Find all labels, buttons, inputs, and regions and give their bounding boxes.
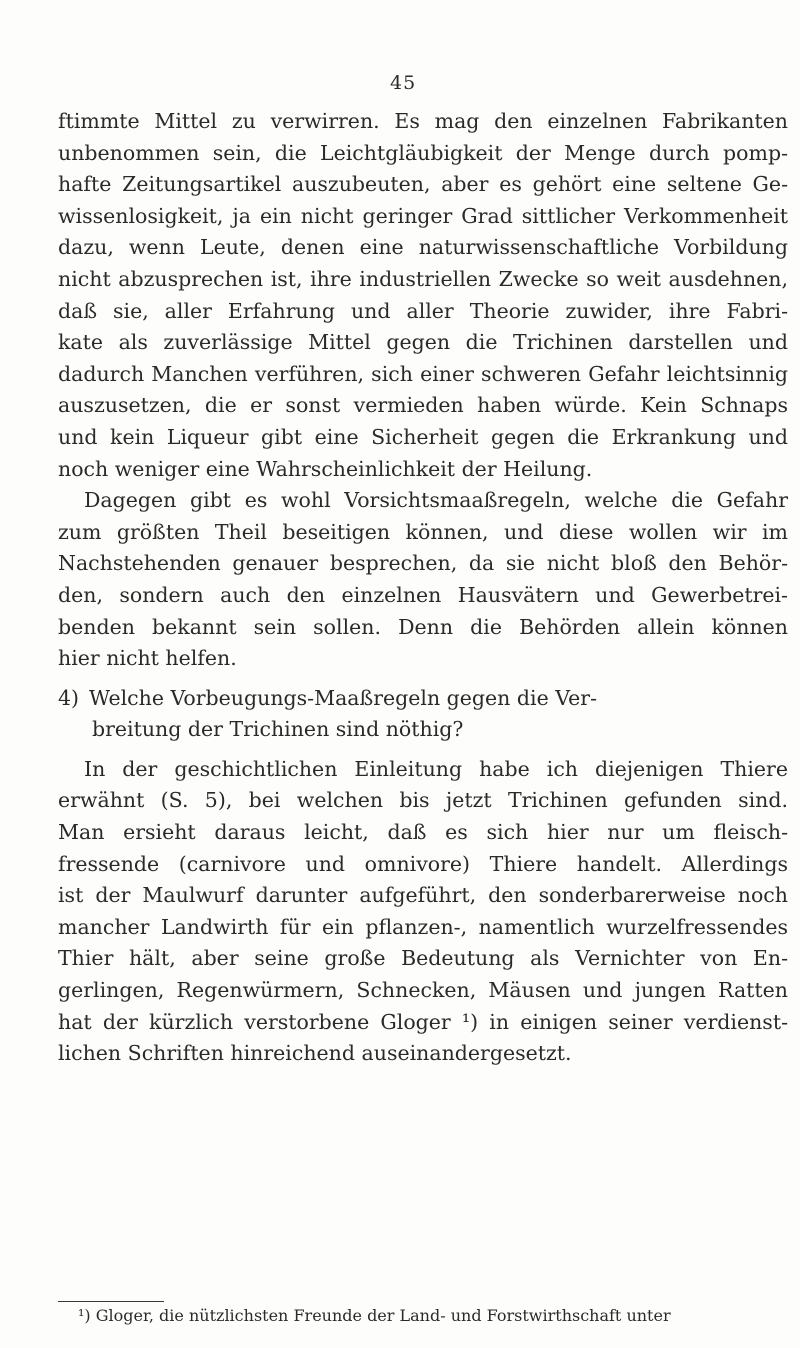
paragraph-3 <box>58 754 788 1070</box>
text-line: gerlingen, Regenwürmern, Schnecken, Mäusen und jungen Ratten <box>58 978 788 1003</box>
text-line: hier nicht helfen. <box>58 646 237 671</box>
text-line: und kein Liqueur gibt eine Sicherheit gegen die Erkrankung und <box>58 424 788 449</box>
heading-number: 4) <box>58 685 80 710</box>
text-line: wissenlosigkeit, ja ein nicht geringer Grad sittlicher Verkommenheit <box>58 203 788 228</box>
text-line: unbenommen sein, die Leichtgläubigkeit der Menge durch pomp- <box>58 140 788 165</box>
footnote-text: Gloger, die nützlichsten Freunde der Land- und Forstwirthschaft unter <box>95 1306 671 1325</box>
text-line: Man ersieht daraus leicht, daß es sich hier nur um fleisch- <box>58 820 788 845</box>
text-line: lichen Schriften hinreichend auseinandergesetzt. <box>58 1041 572 1066</box>
text-line: kate als zuverlässige Mittel gegen die Trichinen darstellen und <box>58 330 788 355</box>
heading-line-1 <box>58 683 788 715</box>
footnote-marker: ¹) <box>78 1306 91 1325</box>
footnote-divider <box>58 1301 164 1302</box>
text-line: hat der kürzlich verstorbene Gloger ¹) in einigen seiner verdienst- <box>58 1009 788 1034</box>
text-line: nicht abzusprechen ist, ihre industriellen Zwecke so weit ausdehnen, <box>58 266 788 291</box>
paragraph-2 <box>58 485 788 675</box>
text-line: zum größten Theil beseitigen können, und diese wollen wir im <box>58 519 788 544</box>
text-line: ftimmte Mittel zu verwirren. Es mag den einzelnen Fabrikanten <box>58 109 788 133</box>
text-line: auszusetzen, die er sonst vermieden haben würde. Kein Schnaps <box>58 393 788 418</box>
text-line: benden bekannt sein sollen. Denn die Behörden allein können <box>58 614 788 639</box>
heading-line-2: breitung der Trichinen sind nöthig? <box>92 717 464 742</box>
text-line: dazu, wenn Leute, denen eine naturwissenschaftliche Vorbildung <box>58 235 788 260</box>
text-line: daß sie, aller Erfahrung und aller Theorie zuwider, ihre Fabri- <box>58 298 788 323</box>
text-line: mancher Landwirth für ein pflanzen-, namentlich wurzelfressendes <box>58 914 788 939</box>
body-text <box>58 106 788 1070</box>
text-line: fressende (carnivore und omnivore) Thiere handelt. Allerdings <box>58 851 788 876</box>
spacer <box>58 675 788 683</box>
text-line: erwähnt (S. 5), bei welchen bis jetzt Trichinen gefunden sind. <box>58 788 788 813</box>
text-line: den, sondern auch den einzelnen Hausvätern und Gewerbetrei- <box>58 582 788 607</box>
heading-text-1: Welche Vorbeugungs-Maaßregeln gegen die Ver- <box>89 685 598 710</box>
text-line: noch weniger eine Wahrscheinlichkeit der Heilung. <box>58 456 593 481</box>
text-line: In der geschichtlichen Einleitung habe ich diejenigen Thiere <box>84 756 788 781</box>
paragraph-1 <box>58 106 788 485</box>
page-number: 45 <box>390 72 417 94</box>
text-line: hafte Zeitungsartikel auszubeuten, aber es gehört eine seltene Ge- <box>58 172 788 197</box>
text-line: Nachstehenden genauer besprechen, da sie nicht bloß den Behör- <box>58 551 788 576</box>
text-line: Dagegen gibt es wohl Vorsichtsmaaßregeln, welche die Gefahr <box>84 488 788 513</box>
spacer <box>58 746 788 754</box>
text-line: Thier hält, aber seine große Bedeutung als Vernichter von En- <box>58 946 788 971</box>
footnote <box>78 1305 788 1327</box>
text-line: ist der Maulwurf darunter aufgeführt, den sonderbarerweise noch <box>58 883 788 908</box>
section-heading <box>58 683 788 746</box>
text-line: dadurch Manchen verführen, sich einer schweren Gefahr leichtsinnig <box>58 361 788 386</box>
